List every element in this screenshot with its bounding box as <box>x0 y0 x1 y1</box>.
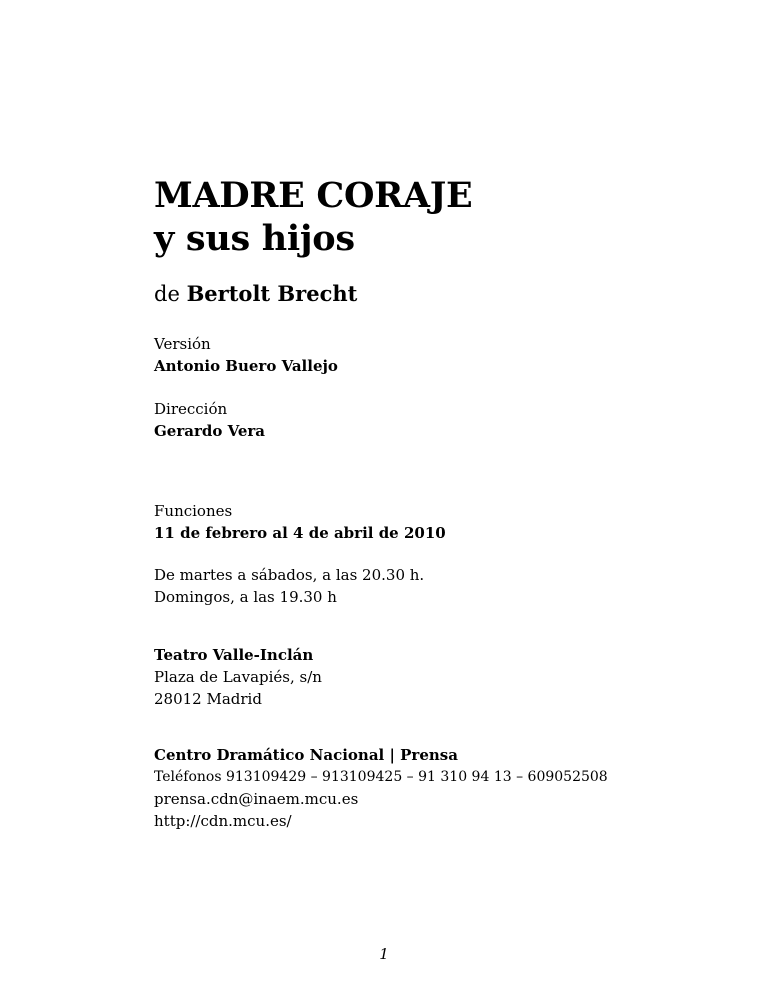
performances-label: Funciones <box>154 502 233 520</box>
version-label: Versión <box>154 335 211 353</box>
schedule-sundays: Domingos, a las 19.30 h <box>154 588 337 606</box>
schedule-weekdays: De martes a sábados, a las 20.30 h. <box>154 566 425 584</box>
contact-phones: Teléfonos 913109429 – 913109425 – 91 310 94 13 – 609052508 <box>154 769 608 785</box>
venue-name: Teatro Valle-Inclán <box>154 646 314 664</box>
contact-email-link[interactable]: prensa.cdn@inaem.mcu.es <box>154 790 359 808</box>
direction-label: Dirección <box>154 400 228 418</box>
play-title: MADRE CORAJE <box>154 175 473 216</box>
venue-city: 28012 Madrid <box>154 690 262 708</box>
author-prefix: de <box>154 282 180 306</box>
version-name: Antonio Buero Vallejo <box>154 357 338 375</box>
play-subtitle: y sus hijos <box>154 218 355 259</box>
author-line <box>154 280 357 308</box>
contact-heading: Centro Dramático Nacional | Prensa <box>154 746 458 764</box>
page-number: 1 <box>379 945 389 963</box>
contact-website-link[interactable]: http://cdn.mcu.es/ <box>154 812 292 830</box>
direction-name: Gerardo Vera <box>154 422 266 440</box>
performances-dates: 11 de febrero al 4 de abril de 2010 <box>154 524 446 542</box>
venue-address: Plaza de Lavapiés, s/n <box>154 668 322 686</box>
author-name: Bertolt Brecht <box>186 281 358 306</box>
